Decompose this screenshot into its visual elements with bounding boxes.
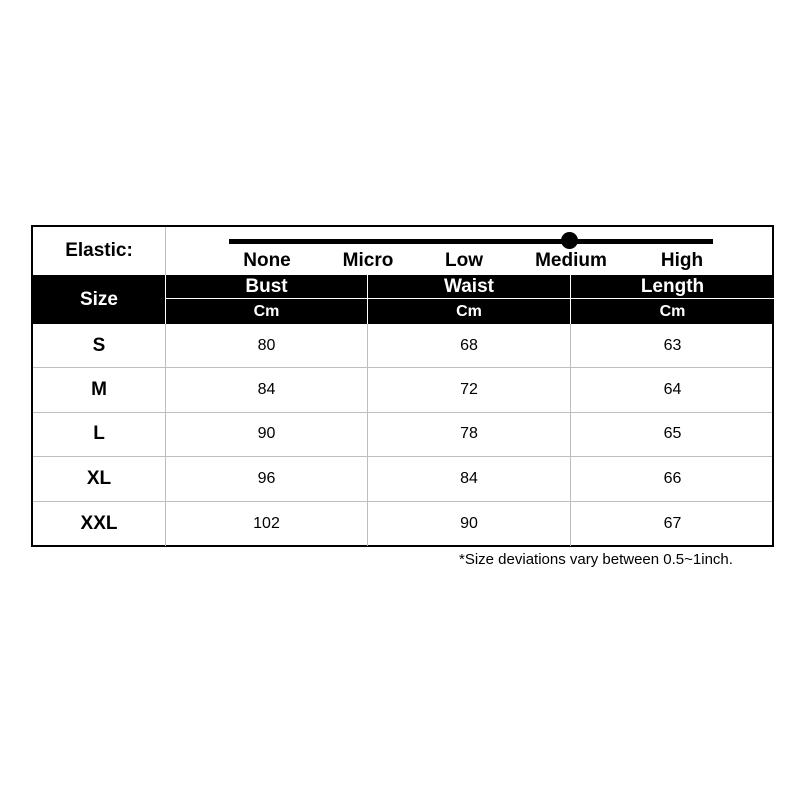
waist-cell: 84 — [368, 457, 571, 500]
length-column-header: Length — [571, 275, 774, 299]
size-cell: M — [33, 368, 166, 411]
bust-cell: 80 — [166, 324, 368, 367]
elastic-level-medium: Medium — [535, 250, 607, 271]
bust-cell: 96 — [166, 457, 368, 500]
size-chart — [31, 225, 774, 547]
table-row — [33, 324, 772, 368]
waist-cell: 72 — [368, 368, 571, 411]
size-cell: S — [33, 324, 166, 367]
elasticity-scale-track — [229, 239, 713, 244]
elastic-row — [33, 227, 772, 275]
length-cell: 64 — [663, 381, 682, 399]
table-row — [33, 368, 772, 412]
elastic-level-low: Low — [445, 250, 483, 271]
size-cell: XXL — [33, 502, 166, 546]
length-unit: Cm — [659, 302, 686, 320]
size-column-header: Size — [33, 275, 166, 324]
size-cell: XL — [33, 457, 166, 500]
bust-unit: Cm — [166, 299, 368, 324]
size-deviation-footnote: *Size deviations vary between 0.5~1inch. — [459, 551, 733, 568]
length-cell: 63 — [663, 336, 682, 354]
elastic-level-micro: Micro — [342, 250, 394, 271]
length-cell: 67 — [663, 514, 682, 532]
waist-unit: Cm — [368, 299, 571, 324]
bust-column-header: Bust — [166, 275, 368, 299]
bust-cell: 102 — [166, 502, 368, 546]
length-cell: 66 — [663, 469, 682, 487]
waist-column-header: Waist — [368, 275, 571, 299]
table-row — [33, 502, 772, 546]
waist-cell: 90 — [368, 502, 571, 546]
bust-cell: 90 — [166, 413, 368, 456]
table-body — [33, 324, 772, 546]
elastic-level-high: High — [660, 250, 704, 271]
elastic-label: Elastic: — [33, 227, 166, 275]
bust-cell: 84 — [166, 368, 368, 411]
table-row — [33, 413, 772, 457]
waist-cell: 68 — [368, 324, 571, 367]
table-header — [33, 275, 772, 324]
elasticity-selected-marker — [561, 232, 578, 249]
elastic-level-none: None — [243, 250, 291, 271]
table-row — [33, 457, 772, 501]
length-cell: 65 — [663, 425, 682, 443]
waist-cell: 78 — [368, 413, 571, 456]
size-cell: L — [33, 413, 166, 456]
